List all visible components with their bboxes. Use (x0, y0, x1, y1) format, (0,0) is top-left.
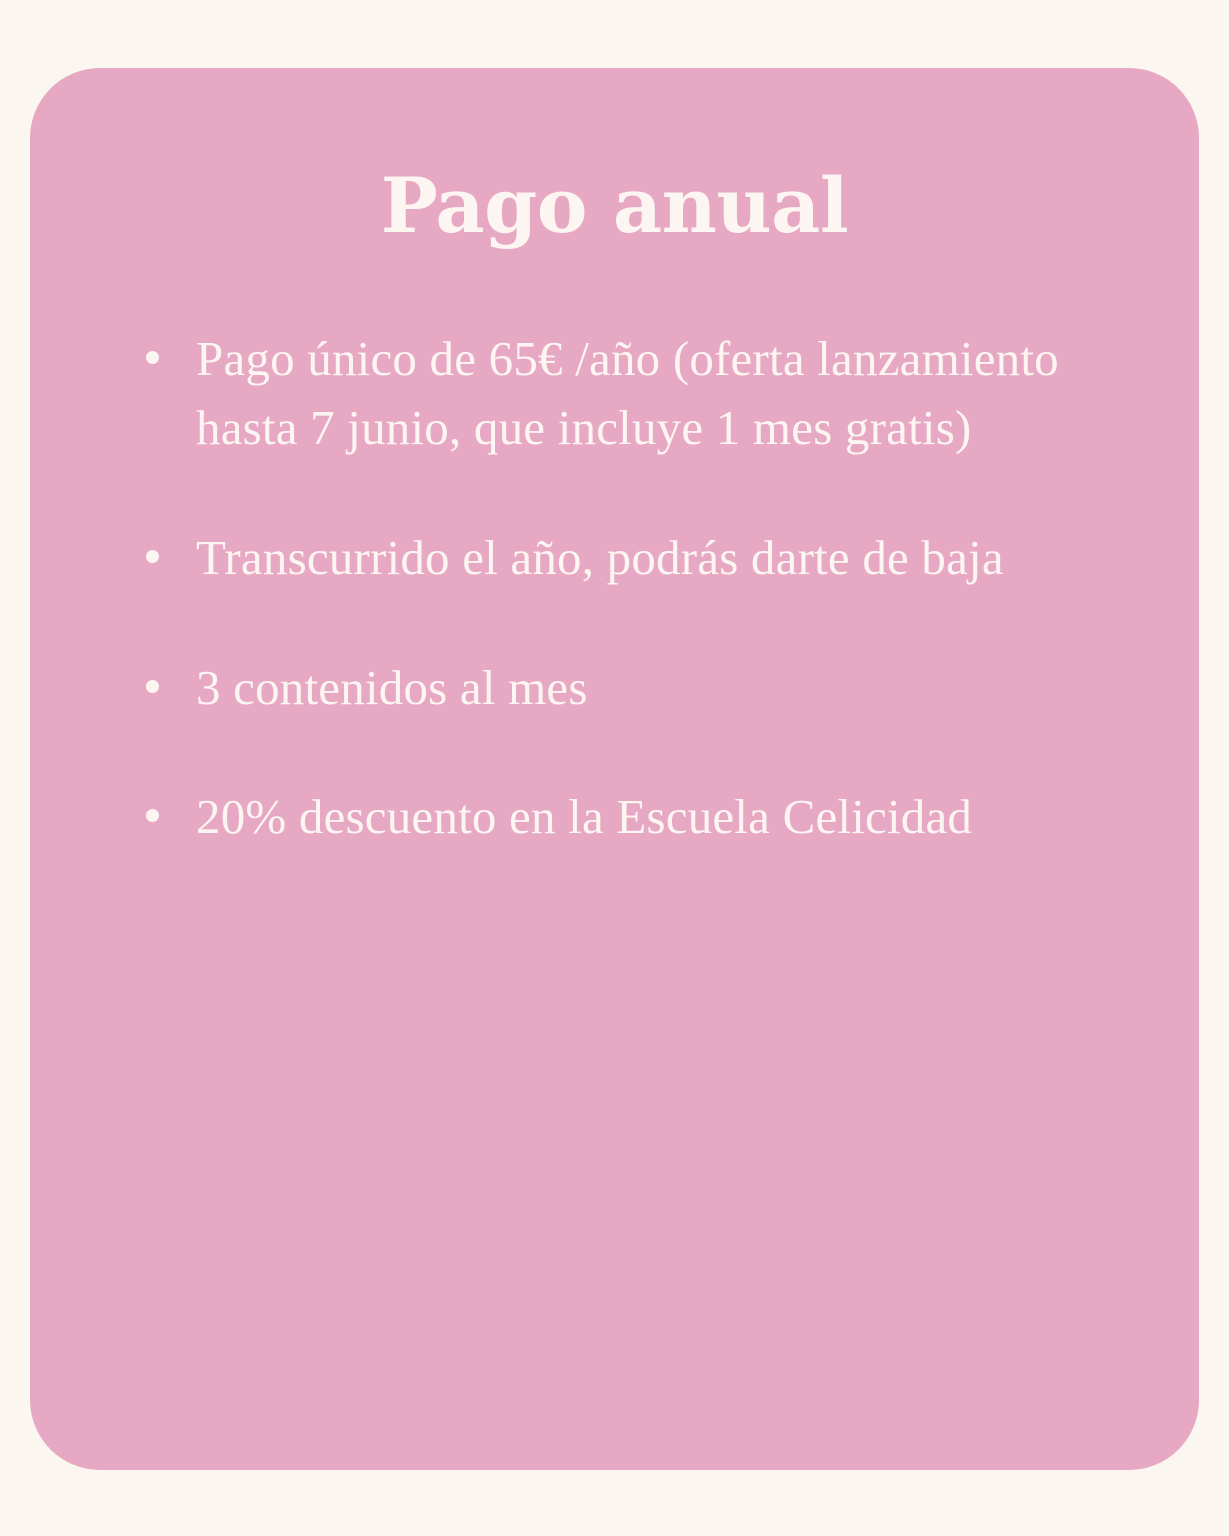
list-item (138, 782, 1129, 852)
bullet-dot-icon (146, 809, 159, 822)
pricing-card (30, 68, 1199, 1470)
benefits-list (90, 324, 1139, 852)
list-item (138, 653, 1129, 723)
bullet-dot-icon (146, 550, 159, 563)
list-item (138, 324, 1129, 463)
list-item (138, 523, 1129, 593)
bullet-dot-icon (146, 351, 159, 364)
bullet-dot-icon (146, 680, 159, 693)
list-item-label: 3 contenidos al mes (196, 659, 588, 715)
list-item-label: Pago único de 65€ /año (oferta lanzamiento hasta 7 junio, que incluye 1 mes gratis) (196, 330, 1059, 456)
list-item-label: Transcurrido el año, podrás darte de baja (196, 529, 1004, 585)
page-title: Pago anual (380, 161, 849, 250)
list-item-label: 20% descuento en la Escuela Celicidad (196, 789, 973, 845)
